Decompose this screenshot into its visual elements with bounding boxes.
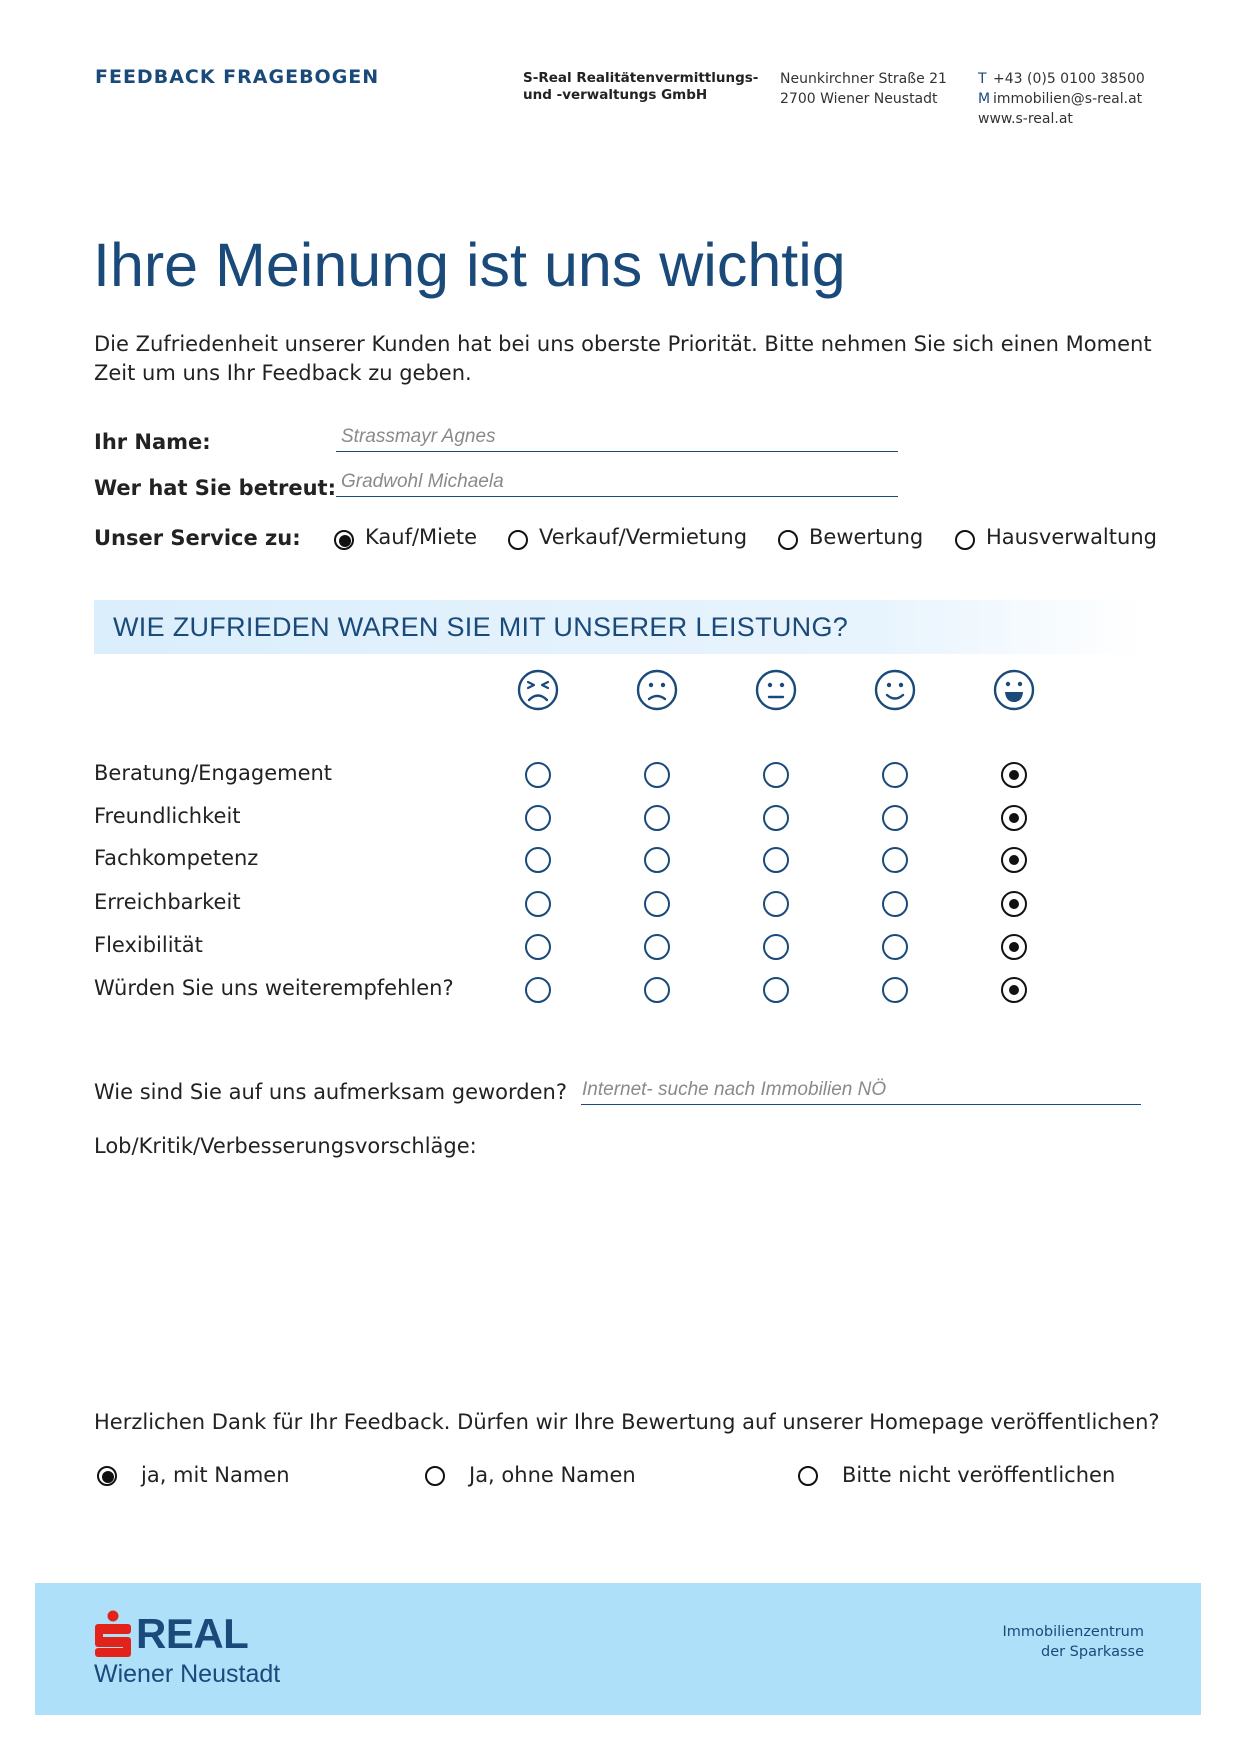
comments-label: Lob/Kritik/Verbesserungsvorschläge: <box>94 1134 477 1158</box>
document-title: FEEDBACK FRAGEBOGEN <box>95 66 380 88</box>
unhappy-face-icon <box>635 668 679 712</box>
rating-radio[interactable] <box>525 934 551 960</box>
sparkasse-s-icon <box>94 1610 132 1658</box>
rating-radio[interactable] <box>644 891 670 917</box>
footer-tagline <box>1003 1622 1144 1662</box>
very-unhappy-face-icon <box>516 668 560 712</box>
logo-wordmark: REAL <box>136 1610 249 1657</box>
rating-radio[interactable] <box>1001 891 1027 917</box>
service-radio[interactable] <box>955 530 975 550</box>
phone-label: T <box>978 71 987 87</box>
rating-row-label: Fachkompetenz <box>94 846 259 870</box>
company-name-line2: und -verwaltungs GmbH <box>523 87 708 103</box>
tagline-line2: der Sparkasse <box>1040 1644 1144 1660</box>
service-radio[interactable] <box>778 530 798 550</box>
logo-location: Wiener Neustadt <box>94 1660 281 1688</box>
rating-radio[interactable] <box>644 847 670 873</box>
publish-radio[interactable] <box>97 1466 117 1486</box>
intro-text: Die Zufriedenheit unserer Kunden hat bei uns oberste Priorität. Bitte nehmen Sie sich einen Moment Zeit um uns Ihr Feedback zu geben. <box>94 332 1152 385</box>
company-name-line1: S-Real Realitätenvermittlungs- <box>523 70 759 86</box>
rating-row-label: Flexibilität <box>94 933 203 957</box>
service-option-label: Bewertung <box>809 525 924 549</box>
rating-radio[interactable] <box>882 891 908 917</box>
advisor-label: Wer hat Sie betreut: <box>94 476 336 500</box>
rating-radio[interactable] <box>644 934 670 960</box>
rating-radio[interactable] <box>882 934 908 960</box>
rating-radio[interactable] <box>882 847 908 873</box>
rating-radio[interactable] <box>763 847 789 873</box>
rating-radio[interactable] <box>763 934 789 960</box>
rating-radio[interactable] <box>525 977 551 1003</box>
rating-radio[interactable] <box>1001 977 1027 1003</box>
email-address[interactable]: immobilien@s-real.at <box>993 91 1143 107</box>
phone-number: +43 (0)5 0100 38500 <box>993 71 1145 87</box>
publish-radio[interactable] <box>425 1466 445 1486</box>
comments-field[interactable] <box>94 1170 1144 1370</box>
rating-radio[interactable] <box>882 977 908 1003</box>
rating-row-label: Freundlichkeit <box>94 804 241 828</box>
service-option-label: Hausverwaltung <box>986 525 1157 549</box>
contact-web[interactable]: www.s-real.at <box>978 111 1073 127</box>
service-option-label: Verkauf/Vermietung <box>539 525 748 549</box>
publish-question: Herzlichen Dank für Ihr Feedback. Dürfen wir Ihre Bewertung auf unserer Homepage veröffentlichen? <box>94 1410 1160 1434</box>
publish-option-label: Ja, ohne Namen <box>469 1463 636 1487</box>
company-contact <box>978 69 1145 129</box>
rating-radio[interactable] <box>525 805 551 831</box>
rating-radio[interactable] <box>1001 934 1027 960</box>
rating-row-label: Beratung/Engagement <box>94 761 333 785</box>
happy-face-icon <box>873 668 917 712</box>
tagline-line1: Immobilienzentrum <box>1002 1624 1144 1640</box>
rating-radio[interactable] <box>525 847 551 873</box>
rating-radio[interactable] <box>763 805 789 831</box>
rating-radio[interactable] <box>1001 805 1027 831</box>
source-question: Wie sind Sie auf uns aufmerksam geworden? <box>94 1080 567 1104</box>
mail-label: M <box>978 91 991 107</box>
service-option-label: Kauf/Miete <box>365 525 478 549</box>
advisor-value: Gradwohl Michaela <box>341 471 504 492</box>
page-headline: Ihre Meinung ist uns wichtig <box>93 231 846 299</box>
service-radio[interactable] <box>334 530 354 550</box>
service-label: Unser Service zu: <box>94 526 301 550</box>
very-happy-face-icon <box>992 668 1036 712</box>
address-street: Neunkirchner Straße 21 <box>780 71 947 87</box>
name-value: Strassmayr Agnes <box>341 426 496 447</box>
rating-radio[interactable] <box>763 762 789 788</box>
contact-email <box>978 89 1145 109</box>
rating-radio[interactable] <box>763 977 789 1003</box>
rating-row-label: Würden Sie uns weiterempfehlen? <box>94 976 454 1000</box>
rating-radio[interactable] <box>882 805 908 831</box>
source-value: Internet- suche nach Immobilien NÖ <box>582 1079 887 1100</box>
publish-option-label: ja, mit Namen <box>141 1463 290 1487</box>
rating-radio[interactable] <box>644 762 670 788</box>
rating-radio[interactable] <box>882 762 908 788</box>
neutral-face-icon <box>754 668 798 712</box>
publish-radio[interactable] <box>798 1466 818 1486</box>
rating-row-label: Erreichbarkeit <box>94 890 241 914</box>
rating-radio[interactable] <box>525 891 551 917</box>
service-radio[interactable] <box>508 530 528 550</box>
company-name <box>523 70 758 104</box>
rating-radio[interactable] <box>525 762 551 788</box>
publish-option-label: Bitte nicht veröffentlichen <box>842 1463 1116 1487</box>
rating-radio[interactable] <box>644 977 670 1003</box>
rating-radio[interactable] <box>644 805 670 831</box>
rating-radio[interactable] <box>1001 847 1027 873</box>
rating-heading: WIE ZUFRIEDEN WAREN SIE MIT UNSERER LEISTUNG? <box>113 612 849 642</box>
contact-phone <box>978 69 1145 89</box>
name-label: Ihr Name: <box>94 430 211 454</box>
rating-radio[interactable] <box>1001 762 1027 788</box>
rating-radio[interactable] <box>763 891 789 917</box>
address-city: 2700 Wiener Neustadt <box>780 91 938 107</box>
company-address <box>780 69 947 109</box>
